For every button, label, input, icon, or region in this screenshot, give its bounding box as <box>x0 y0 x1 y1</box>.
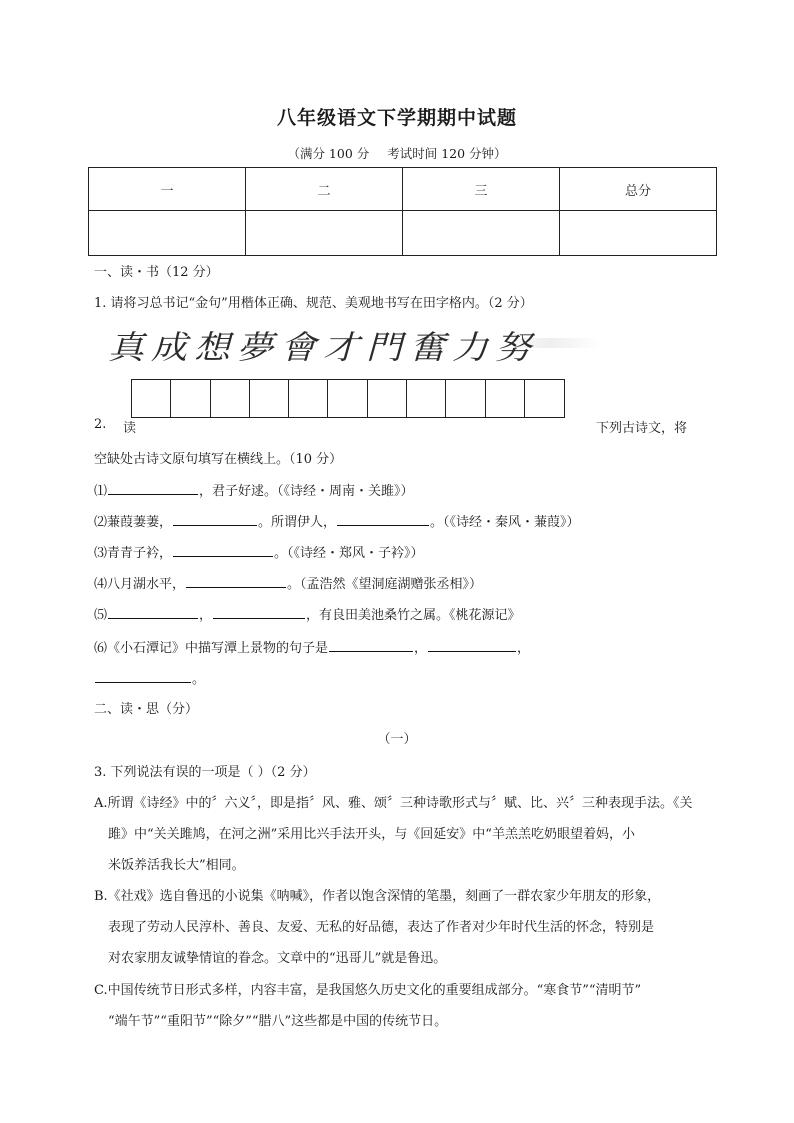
option-b-line-1: B.《社戏》选自鲁迅的小说集《呐喊》，作者以饱含深情的笔墨，刻画了一群农家少年朋友的形象， <box>94 889 661 904</box>
item-text: ，有良田美池桑竹之属。《桃花源记》 <box>306 608 521 623</box>
option-c-line-1: C.中国传统节日形式多样，内容丰富，是我国悠久历史文化的重要组成部分。“寒食节”“清明节” <box>94 983 642 998</box>
q2-lead-tail: 下列古诗文，将 <box>596 421 688 436</box>
item-text: ⑵蒹葭萋萋， <box>94 515 173 530</box>
score-cell-1[interactable] <box>89 211 246 256</box>
grid-cell[interactable] <box>525 380 564 417</box>
score-table <box>88 167 717 256</box>
item-text: ⑷八月湖水平， <box>94 577 186 592</box>
item-text: 。（《诗经・郑风・子衿》） <box>274 546 424 561</box>
grid-cell[interactable] <box>328 380 367 417</box>
calligraphy-sample: 真成想夢會才門奮力努 <box>108 329 539 367</box>
exam-info <box>0 144 794 162</box>
grid-cell[interactable] <box>446 380 485 417</box>
q2-item-4 <box>94 573 482 592</box>
grid-cell[interactable] <box>407 380 446 417</box>
q2-item-6-cont <box>94 668 205 687</box>
grid-cell[interactable] <box>250 380 289 417</box>
grid-cell[interactable] <box>171 380 210 417</box>
answer-blank[interactable] <box>95 668 191 683</box>
grid-cell[interactable] <box>368 380 407 417</box>
answer-blank[interactable] <box>213 604 305 619</box>
full-score: （满分 100 分 <box>287 146 370 161</box>
answer-blank[interactable] <box>108 480 198 495</box>
answer-blank[interactable] <box>329 637 413 652</box>
q2-lead-word: 读 <box>123 421 137 436</box>
answer-blank[interactable] <box>173 511 257 526</box>
item-text: 。（《诗经・秦风・蒹葭》） <box>430 515 580 530</box>
grid-cell[interactable] <box>132 380 171 417</box>
q2-number: 2. <box>94 417 107 432</box>
score-cell-3[interactable] <box>403 211 560 256</box>
score-header-2: 二 <box>246 168 403 211</box>
score-cell-total[interactable] <box>560 211 717 256</box>
section2-heading: 二、读・思（分） <box>94 702 199 717</box>
section1-heading: 一、读・书（12 分） <box>94 265 219 280</box>
item-text: ⑸ <box>94 608 108 623</box>
option-a-line-2: 雎》中“关关雎鸠，在河之洲”采用比兴手法开头，与《回延安》中“羊羔羔吃奶眼望着妈，小 <box>108 827 635 842</box>
score-header-1: 一 <box>89 168 246 211</box>
q3-text: 3. 下列说法有误的一项是（ ）（2 分） <box>94 765 316 780</box>
grid-cell[interactable] <box>486 380 525 417</box>
q2-item-2 <box>94 511 580 530</box>
q2-item-1 <box>94 480 414 499</box>
option-b-line-3: 对农家朋友诚挚情谊的眷念。文章中的“迅哥儿”就是鲁迅。 <box>108 951 447 966</box>
q2-item-5 <box>94 604 521 623</box>
item-text: 。所谓伊人， <box>258 515 337 530</box>
answer-blank[interactable] <box>428 637 516 652</box>
q2-item-3 <box>94 542 424 561</box>
answer-blank[interactable] <box>337 511 429 526</box>
grid-cell[interactable] <box>289 380 328 417</box>
answer-blank[interactable] <box>186 573 286 588</box>
item-text: ，君子好逑。（《诗经・周南・关雎》） <box>199 484 414 499</box>
option-b-line-2: 表现了劳动人民淳朴、善良、友爱、无私的好品德，表达了作者对少年时代生活的怀念，特别是 <box>108 920 655 935</box>
item-text: ⑴ <box>94 484 108 499</box>
item-text: ⑶青青子衿， <box>94 546 173 561</box>
item-text: ⑹《小石潭记》中描写潭上景物的句子是 <box>94 641 329 656</box>
page-title: 八年级语文下学期期中试题 <box>276 107 517 129</box>
q2-instruction: 空缺处古诗文原句填写在横线上。（10 分） <box>94 452 343 467</box>
item-text: 。（孟浩然《望洞庭湖赠张丞相》） <box>287 577 483 592</box>
writing-grid <box>131 379 565 418</box>
answer-blank[interactable] <box>108 604 198 619</box>
q2-item-6 <box>94 637 530 656</box>
option-a-line-3: 米饭养活我长大”相同。 <box>108 858 245 873</box>
option-a-line-1: A.所谓《诗经》中的〞六义〞，即是指〞风、雅、颂〞三种诗歌形式与〞赋、比、兴〞三种表现手法。《关 <box>94 796 693 811</box>
score-header-total: 总分 <box>560 168 717 211</box>
item-text: ， <box>199 608 213 623</box>
item-text: 。 <box>192 672 206 687</box>
score-header-3: 三 <box>403 168 560 211</box>
score-cell-2[interactable] <box>246 211 403 256</box>
part-label: （一） <box>377 732 417 747</box>
item-text: ， <box>517 641 531 656</box>
answer-blank[interactable] <box>173 542 273 557</box>
exam-time: 考试时间 120 分钟） <box>387 146 507 161</box>
option-c-line-2: “端午节”“重阳节”“除夕”“腊八”这些都是中国的传统节日。 <box>108 1014 448 1029</box>
grid-cell[interactable] <box>211 380 250 417</box>
item-text: ， <box>414 641 428 656</box>
q1-text: 1. 请将习总书记“金句”用楷体正确、规范、美观地书写在田字格内。（2 分） <box>94 296 533 311</box>
